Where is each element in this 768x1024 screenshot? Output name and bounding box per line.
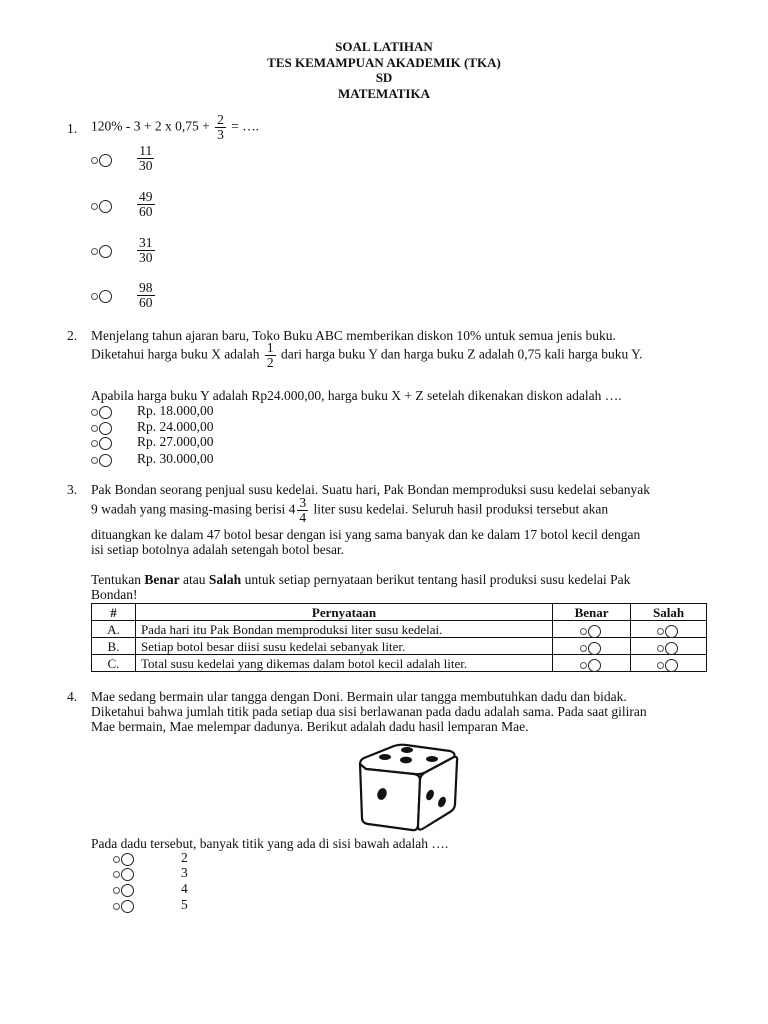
fraction-denominator: 60	[139, 295, 153, 310]
radio-button[interactable]	[113, 868, 137, 880]
fraction-numerator: 1	[266, 340, 274, 355]
radio-button[interactable]	[91, 200, 115, 212]
radio-button[interactable]	[91, 290, 115, 302]
option-fraction	[137, 236, 155, 265]
radio-button[interactable]	[91, 422, 115, 434]
col-header-salah: Salah	[631, 604, 707, 621]
option-label: 3	[181, 865, 188, 880]
header-level: SD	[375, 70, 393, 85]
benar-radio[interactable]	[580, 625, 604, 637]
benar-cell	[553, 655, 631, 672]
benar-radio[interactable]	[580, 642, 604, 654]
question-number: 2.	[67, 328, 78, 343]
dice-front-face	[360, 764, 420, 830]
dice-illustration	[354, 742, 462, 834]
fraction-numerator: 2	[217, 112, 224, 127]
inline-fraction	[265, 341, 276, 370]
question-instruction	[91, 572, 630, 588]
option-label: Rp. 30.000,00	[137, 451, 214, 466]
dice-pip	[426, 756, 438, 762]
row-id: B.	[92, 638, 136, 655]
benar-cell	[553, 621, 631, 638]
option-fraction	[137, 281, 155, 310]
radio-button[interactable]	[91, 437, 115, 449]
question-text: Diketahui bahwa jumlah titik pada setiap dua sisi berlawanan pada dadu adalah sama. Pada saat giliran	[91, 704, 647, 719]
question-number: 3.	[67, 482, 78, 497]
row-statement: Total susu kedelai yang dikemas dalam botol kecil adalah liter.	[135, 655, 552, 672]
radio-button[interactable]	[113, 853, 137, 865]
radio-button[interactable]	[91, 154, 115, 166]
radio-button[interactable]	[91, 454, 115, 466]
option-label: Rp. 27.000,00	[137, 434, 214, 449]
salah-radio[interactable]	[657, 625, 681, 637]
dice-pip	[401, 747, 413, 753]
question-text: Mae bermain, Mae melempar dadunya. Berikut adalah dadu hasil lemparan Mae.	[91, 719, 529, 734]
option-fraction	[137, 144, 155, 173]
table-header-row	[92, 604, 707, 621]
salah-cell	[631, 638, 707, 655]
instruction-text: atau	[183, 572, 206, 587]
question-text: dituangkan ke dalam 47 botol besar dengan isi yang sama banyak dan ke dalam 17 botol kecil dengan	[91, 527, 641, 542]
text-suffix: dari harga buku Y dan harga buku Z adalah 0,75 kali harga buku Y.	[280, 346, 643, 362]
option-fraction	[137, 190, 155, 219]
radio-button[interactable]	[91, 406, 115, 418]
fraction-denominator: 2	[266, 355, 274, 370]
salah-radio[interactable]	[657, 659, 681, 671]
expression-suffix: = ….	[231, 118, 260, 134]
expression-prefix: 120% - 3 + 2 x 0,75 +	[91, 118, 210, 134]
dice-pip	[400, 757, 412, 764]
dice-pip	[379, 754, 391, 760]
text-prefix: Diketahui harga buku X adalah	[91, 346, 260, 362]
row-statement: Setiap botol besar diisi susu kedelai sebanyak liter.	[135, 638, 552, 655]
question-prompt: Pada dadu tersebut, banyak titik yang ada di sisi bawah adalah ….	[91, 836, 449, 851]
header-subtitle: TES KEMAMPUAN AKADEMIK (TKA)	[267, 54, 501, 70]
fraction-numerator: 11	[139, 143, 153, 158]
text-prefix: 9 wadah yang masing-masing berisi 4	[91, 501, 296, 517]
salah-radio[interactable]	[657, 642, 681, 654]
instruction-text: untuk setiap pernyataan berikut tentang hasil produksi susu kedelai Pak	[244, 572, 631, 587]
question-text-with-fraction	[91, 496, 608, 525]
radio-button[interactable]	[91, 245, 115, 257]
fraction-numerator: 3	[299, 495, 307, 510]
statement-table	[91, 603, 707, 672]
row-statement: Pada hari itu Pak Bondan memproduksi liter susu kedelai.	[135, 621, 552, 638]
question-instruction-cont: Bondan!	[91, 587, 138, 602]
header-subject: MATEMATIKA	[338, 85, 430, 101]
table-row	[92, 638, 707, 655]
benar-radio[interactable]	[580, 659, 604, 671]
text-suffix: liter susu kedelai. Seluruh hasil produksi tersebut akan	[313, 501, 609, 517]
question-text: isi setiap botolnya adalah setengah botol besar.	[91, 542, 345, 557]
question-number: 1.	[67, 121, 78, 136]
fraction-numerator: 49	[139, 189, 153, 204]
col-header-number: #	[92, 604, 136, 621]
option-label: Rp. 24.000,00	[137, 419, 214, 434]
table-row	[92, 655, 707, 672]
question-number: 4.	[67, 689, 78, 704]
question-text: Menjelang tahun ajaran baru, Toko Buku ABC memberikan diskon 10% untuk semua jenis buku.	[91, 328, 616, 343]
col-header-benar: Benar	[553, 604, 631, 621]
question-prompt: Apabila harga buku Y adalah Rp24.000,00, harga buku X + Z setelah dikenakan diskon adalah ….	[91, 388, 622, 403]
fraction-denominator: 30	[139, 250, 153, 265]
question-text-with-fraction	[91, 341, 643, 370]
fraction-numerator: 98	[139, 280, 153, 295]
expression-fraction	[215, 113, 226, 142]
inline-fraction	[297, 496, 308, 525]
instruction-benar: Benar	[144, 572, 180, 587]
table-row	[92, 621, 707, 638]
question-text: Pak Bondan seorang penjual susu kedelai. Suatu hari, Pak Bondan memproduksi susu kedelai sebanyak	[91, 482, 651, 497]
radio-button[interactable]	[113, 900, 137, 912]
col-header-statement: Pernyataan	[135, 604, 552, 621]
option-label: 4	[181, 881, 188, 896]
salah-cell	[631, 621, 707, 638]
option-label: 5	[181, 897, 188, 912]
fraction-denominator: 30	[139, 158, 153, 173]
fraction-numerator: 31	[139, 235, 153, 250]
header-title: SOAL LATIHAN	[335, 39, 433, 54]
salah-cell	[631, 655, 707, 672]
row-id: A.	[92, 621, 136, 638]
document-header	[0, 39, 768, 101]
instruction-salah: Salah	[208, 572, 242, 587]
fraction-denominator: 4	[299, 510, 307, 525]
instruction-text: Tentukan	[91, 572, 142, 587]
option-label: Rp. 18.000,00	[137, 403, 214, 418]
benar-cell	[553, 638, 631, 655]
question-text: Mae sedang bermain ular tangga dengan Doni. Bermain ular tangga membutuhkan dadu dan bidak.	[91, 689, 627, 704]
row-id: C.	[92, 655, 136, 672]
question-1-expression	[91, 113, 259, 142]
fraction-denominator: 60	[139, 204, 153, 219]
option-label: 2	[181, 850, 188, 865]
fraction-denominator: 3	[217, 127, 224, 142]
radio-button[interactable]	[113, 884, 137, 896]
